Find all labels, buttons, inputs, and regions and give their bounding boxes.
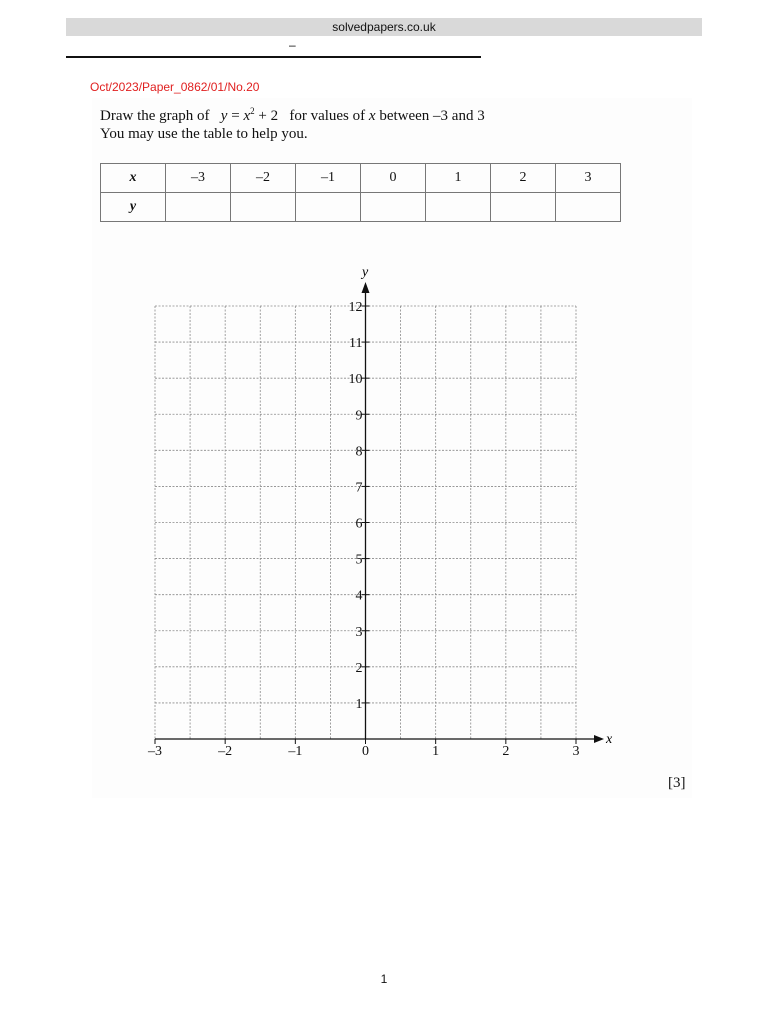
y-tick-label: 6 (355, 516, 363, 532)
x-axis-arrow (594, 735, 604, 743)
table-cell-x: –3 (166, 164, 231, 193)
y-tick-label: 2 (355, 660, 363, 676)
table-cell-x: 2 (491, 164, 556, 193)
x-tick-label: 0 (362, 744, 369, 759)
y-tick-label: 7 (355, 480, 363, 496)
equation-exponent: 2 (250, 106, 255, 116)
x-tick-label: 2 (502, 744, 510, 759)
y-axis-arrow (362, 282, 370, 293)
question-reference: Oct/2023/Paper_0862/01/No.20 (90, 80, 260, 94)
equation-y: y (220, 108, 228, 124)
x-tick-label: –3 (148, 744, 162, 759)
site-name: solvedpapers.co.uk (332, 20, 436, 34)
question-mid: for values of (289, 108, 366, 124)
y-tick-label: 11 (349, 336, 363, 352)
table-cell-x: 1 (426, 164, 491, 193)
x-tick-label: –2 (218, 744, 233, 759)
question-suffix: between –3 and 3 (379, 108, 485, 124)
y-tick-label: 9 (355, 408, 363, 424)
x-tick-label: –1 (288, 744, 303, 759)
question-var: x (368, 108, 376, 124)
table-header-x: x (101, 164, 166, 193)
y-axis-label: y (362, 265, 369, 280)
equation-x: x (243, 108, 251, 124)
y-tick-label: 10 (348, 372, 363, 388)
y-tick-label: 8 (355, 444, 363, 460)
x-tick-label: 1 (432, 744, 440, 759)
page-number: 1 (380, 972, 388, 986)
table-cell-x: 3 (556, 164, 621, 193)
question-line-2: You may use the table to help you. (100, 126, 308, 142)
x-axis-label: x (606, 732, 613, 747)
y-tick-label: 1 (355, 696, 363, 712)
question-prefix: Draw the graph of (100, 108, 210, 124)
y-tick-label: 4 (355, 588, 363, 604)
header-dash: – (289, 38, 296, 52)
x-tick-label: 3 (572, 744, 580, 759)
table-cell-x: –1 (296, 164, 361, 193)
equation-tail: + 2 (254, 108, 279, 124)
table-header-y: y (101, 193, 166, 222)
table-cell-x: 0 (361, 164, 426, 193)
y-tick-label: 3 (355, 624, 363, 640)
y-tick-label: 12 (348, 300, 363, 315)
table-cell-x: –2 (231, 164, 296, 193)
y-tick-label: 5 (355, 552, 363, 568)
marks-label: [3] (668, 775, 686, 791)
equation-equals: = (227, 108, 244, 124)
